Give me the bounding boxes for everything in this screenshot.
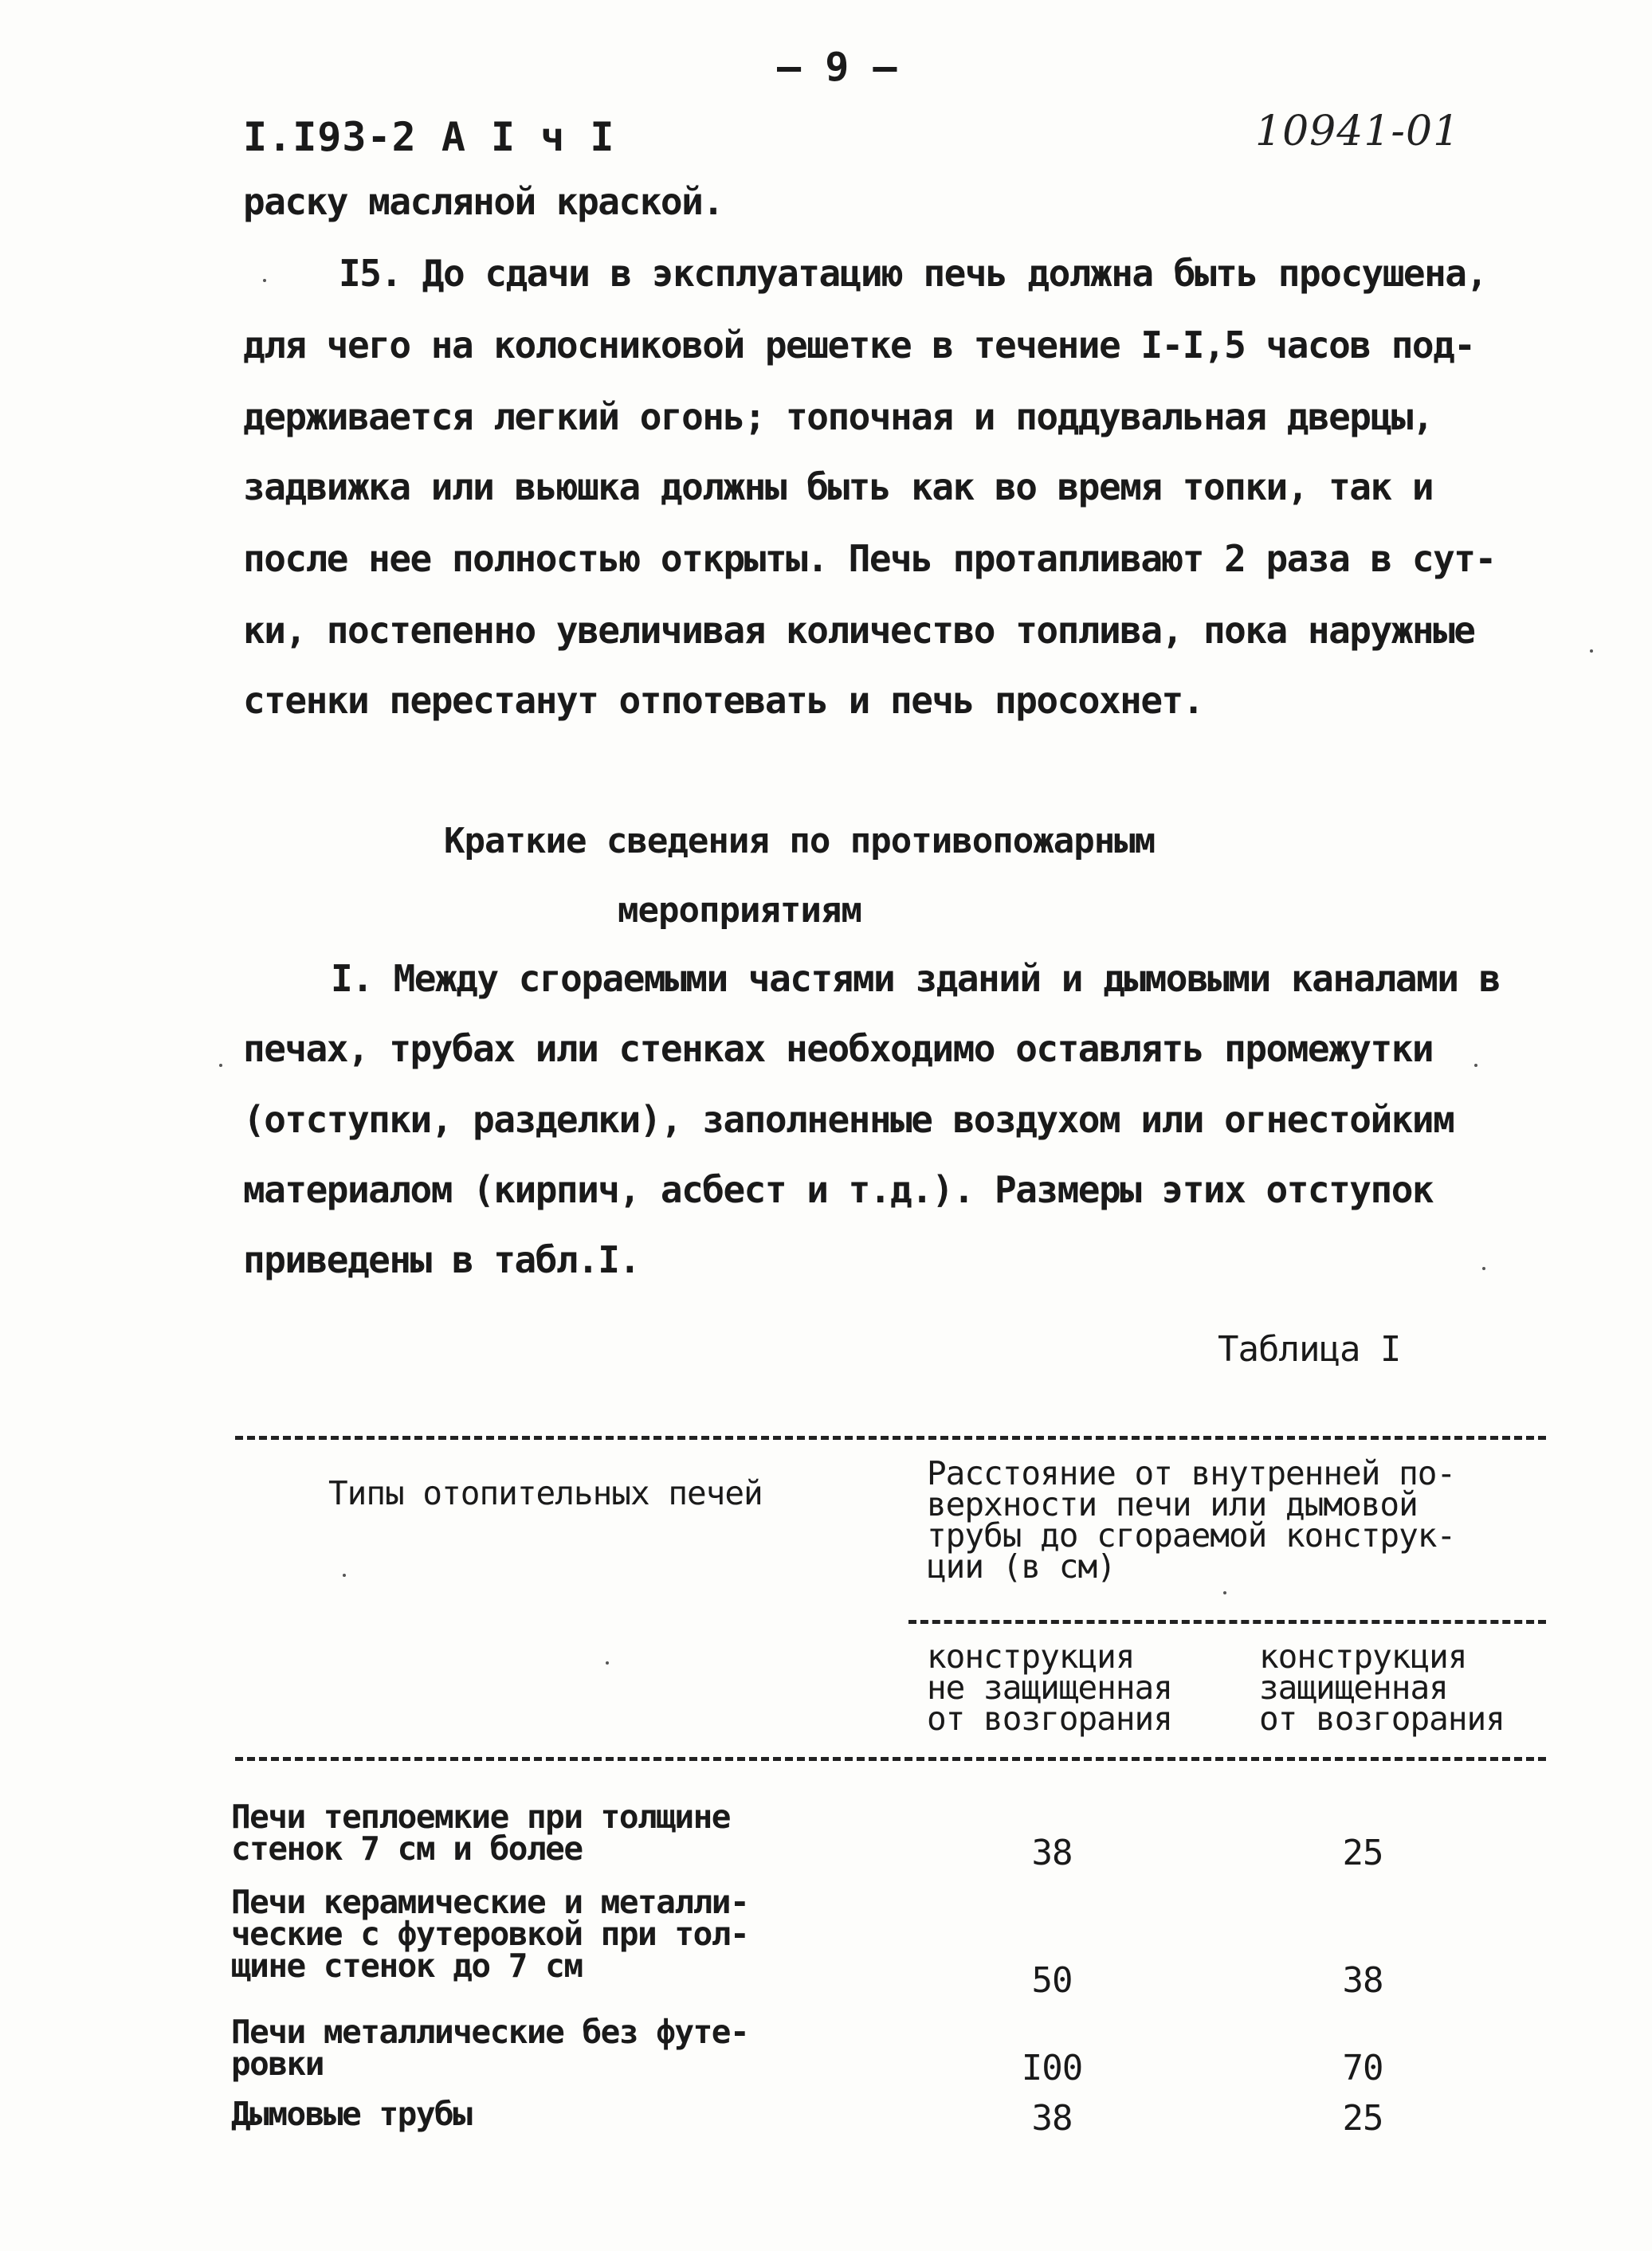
table-row-type: Дымовые трубы bbox=[231, 2095, 472, 2133]
body-line: стенки перестанут отпотевать и печь просохнет. bbox=[243, 679, 1203, 722]
header-distance: Расстояние от внутренней по- верхности печи или дымовой трубы до сгораемой конструк- ции (в см) bbox=[927, 1454, 1456, 1586]
body-line: для чего на колосниковой решетке в течение I-I,5 часов под- bbox=[243, 324, 1475, 367]
section-line: печах, трубах или стенках необходимо оставлять промежутки bbox=[243, 1027, 1434, 1070]
table-caption: Таблица I bbox=[1218, 1329, 1401, 1370]
body-line: I5. До сдачи в эксплуатацию печь должна быть просушена, bbox=[339, 252, 1487, 295]
section-line: (отступки, разделки), заполненные воздухом или огнестойким bbox=[243, 1098, 1454, 1141]
header-bottom-rule bbox=[235, 1757, 1546, 1761]
table-row-type: Печи металлические без футе- ровки bbox=[231, 2013, 749, 2084]
table-cell-unprotected: 38 bbox=[1031, 2098, 1073, 2139]
scan-speck bbox=[343, 1574, 346, 1577]
header-stove-types: Типы отопительных печей bbox=[328, 1474, 763, 1512]
scan-speck bbox=[219, 1064, 222, 1067]
subheader-rule bbox=[908, 1620, 1546, 1624]
table-cell-unprotected: 50 bbox=[1031, 1960, 1073, 2001]
body-line: ки, постепенно увеличивая количество топлива, пока наружные bbox=[243, 609, 1475, 652]
table-top-rule bbox=[235, 1436, 1546, 1440]
document-code: I.I93-2 A I ч I bbox=[243, 114, 615, 160]
table-row-type: Печи теплоемкие при толщине стенок 7 см и более bbox=[231, 1798, 730, 1869]
scan-speck bbox=[1590, 649, 1593, 653]
section-line: приведены в табл.I. bbox=[243, 1238, 640, 1281]
section-heading-continued: мероприятиям bbox=[618, 890, 861, 931]
body-line: держивается легкий огонь; топочная и поддувальная дверцы, bbox=[243, 395, 1434, 438]
scan-speck bbox=[1482, 1267, 1485, 1270]
body-line: раску масляной краской. bbox=[243, 180, 724, 223]
subheader-unprotected: конструкция не защищенная от возгорания bbox=[927, 1637, 1172, 1738]
subheader-protected: конструкция защищенная от возгорания bbox=[1259, 1637, 1505, 1738]
table-cell-unprotected: I00 bbox=[1021, 2048, 1083, 2088]
section-line: I. Между сгораемыми частями зданий и дымовыми каналами в bbox=[331, 957, 1500, 1000]
table-cell-protected: 38 bbox=[1342, 1960, 1383, 2001]
section-line: материалом (кирпич, асбест и т.д.). Размеры этих отступок bbox=[243, 1168, 1434, 1211]
body-line: после нее полностью открыты. Печь протапливают 2 раза в сут- bbox=[243, 537, 1496, 580]
table-cell-protected: 25 bbox=[1342, 1833, 1383, 1873]
table-cell-protected: 25 bbox=[1342, 2098, 1383, 2139]
handwritten-inventory-number: 10941-01 bbox=[1255, 108, 1461, 155]
section-heading: Краткие сведения по противопожарным bbox=[444, 821, 1156, 861]
table-cell-protected: 70 bbox=[1342, 2048, 1383, 2088]
body-line: задвижка или вьюшка должны быть как во время топки, так и bbox=[243, 465, 1434, 508]
table-row-type: Печи керамические и металли- ческие с футеровкой при тол- щине стенок до 7 см bbox=[231, 1883, 749, 1986]
table-cell-unprotected: 38 bbox=[1031, 1833, 1073, 1873]
page-number: – 9 – bbox=[777, 44, 897, 90]
scan-speck bbox=[1223, 1591, 1226, 1594]
scan-speck bbox=[1474, 1064, 1477, 1067]
scan-speck bbox=[606, 1661, 609, 1665]
scan-speck bbox=[263, 279, 266, 282]
